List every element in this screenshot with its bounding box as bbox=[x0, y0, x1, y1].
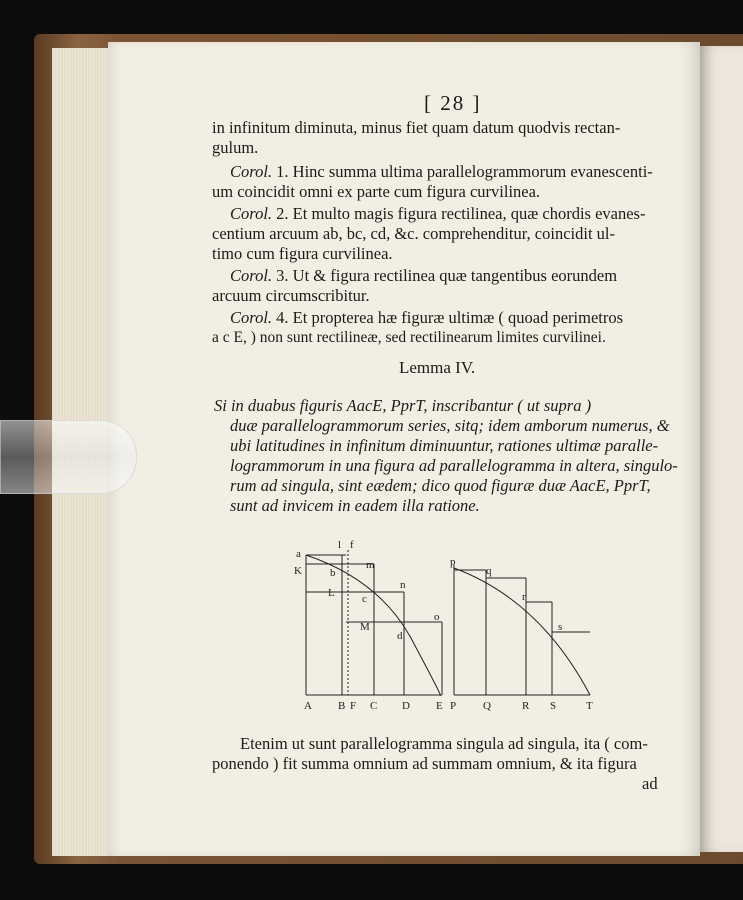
text-line: Etenim ut sunt parallelogramma singula ad singula, ita ( com- bbox=[240, 734, 648, 753]
corollary-4 bbox=[230, 308, 623, 328]
text-line: timo cum figura curvilinea. bbox=[212, 244, 393, 263]
figure-label: m bbox=[366, 559, 375, 571]
corollary-2 bbox=[230, 204, 645, 224]
lemma-line: rum ad singula, sint eædem; dico quod figuræ duæ AacE, PprT, bbox=[230, 476, 651, 495]
figure-label: L bbox=[328, 587, 335, 599]
figure-label: s bbox=[558, 621, 563, 633]
figure-label: B bbox=[338, 700, 346, 712]
corollary-num: 3. bbox=[276, 266, 289, 285]
lemma-line: ubi latitudines in infinitum diminuuntur, rationes ultimæ paralle- bbox=[230, 436, 659, 455]
corollary-num: 4. bbox=[276, 308, 289, 327]
lemma-line: duæ parallelogrammorum series, sitq; idem amborum numerus, & bbox=[230, 416, 670, 435]
facing-page-edge bbox=[700, 46, 743, 852]
figure-label: q bbox=[486, 565, 492, 577]
figure-label: A bbox=[304, 700, 312, 712]
corollary-text: Hinc summa ultima parallelogrammorum evanescenti- bbox=[292, 162, 653, 181]
text-line: in infinitum diminuta, minus fiet quam datum quodvis rectan- bbox=[212, 118, 621, 137]
corollary-label: Corol. bbox=[230, 162, 273, 181]
corollary-label: Corol. bbox=[230, 308, 273, 327]
corollary-text: Et multo magis figura rectilinea, quæ chordis evanes- bbox=[292, 204, 646, 223]
figure-label: C bbox=[370, 700, 378, 712]
corollary-1 bbox=[230, 162, 653, 182]
text-line: a c E, ) non sunt rectilineæ, sed rectilinearum limites curvilinei. bbox=[212, 329, 606, 346]
figure-label: r bbox=[522, 591, 526, 603]
figure-label: D bbox=[402, 700, 410, 712]
figure-label: P bbox=[450, 700, 457, 712]
figure-label: E bbox=[436, 700, 443, 712]
figure-label: Q bbox=[483, 700, 491, 712]
text-line: gulum. bbox=[212, 138, 259, 157]
figure-label: S bbox=[550, 700, 557, 712]
text-line: ponendo ) fit summa omnium ad summam omnium, & ita figura bbox=[212, 754, 637, 773]
geometric-figure bbox=[290, 540, 610, 720]
corollary-label: Corol. bbox=[230, 204, 273, 223]
lemma-line: sunt ad invicem in eadem illa ratione. bbox=[230, 496, 480, 515]
lemma-line: logrammorum in una figura ad parallelogramma in altera, singulo- bbox=[230, 456, 678, 475]
corollary-text: Ut & figura rectilinea quæ tangentibus eorundem bbox=[292, 266, 618, 285]
figure-label: b bbox=[330, 567, 336, 579]
figure-label: o bbox=[434, 611, 440, 623]
text-line: um coincidit omni ex parte cum figura curvilinea. bbox=[212, 182, 541, 201]
figure-label: c bbox=[362, 593, 367, 605]
lemma-heading: Lemma IV. bbox=[399, 358, 476, 377]
page-clip bbox=[0, 420, 137, 494]
catchword: ad bbox=[642, 774, 658, 793]
figure-label: p bbox=[450, 556, 456, 568]
corollary-num: 1. bbox=[276, 162, 289, 181]
figure-label: a bbox=[296, 548, 301, 560]
figure-label: F bbox=[350, 700, 357, 712]
corollary-text: Et propterea hæ figuræ ultimæ ( quoad perimetros bbox=[292, 308, 624, 327]
corollary-3 bbox=[230, 266, 617, 286]
lemma-line: Si in duabus figuris AacE, PprT, inscribantur ( ut supra ) bbox=[214, 396, 592, 415]
curve bbox=[306, 555, 440, 695]
corollary-label: Corol. bbox=[230, 266, 273, 285]
figure-label: K bbox=[294, 565, 302, 577]
text-line: centium arcuum ab, bc, cd, &c. comprehenditur, coincidit ul- bbox=[212, 224, 615, 243]
figure-label: f bbox=[350, 540, 354, 551]
figure-label: T bbox=[586, 700, 593, 712]
figure-label: M bbox=[360, 621, 370, 633]
figure-label: d bbox=[397, 630, 403, 642]
text-line: arcuum circumscribitur. bbox=[212, 286, 370, 305]
corollary-num: 2. bbox=[276, 204, 289, 223]
figure-label: l bbox=[338, 540, 342, 551]
page-number: [ 28 ] bbox=[424, 91, 482, 115]
figure-label: R bbox=[522, 700, 530, 712]
figure-label: n bbox=[400, 579, 406, 591]
